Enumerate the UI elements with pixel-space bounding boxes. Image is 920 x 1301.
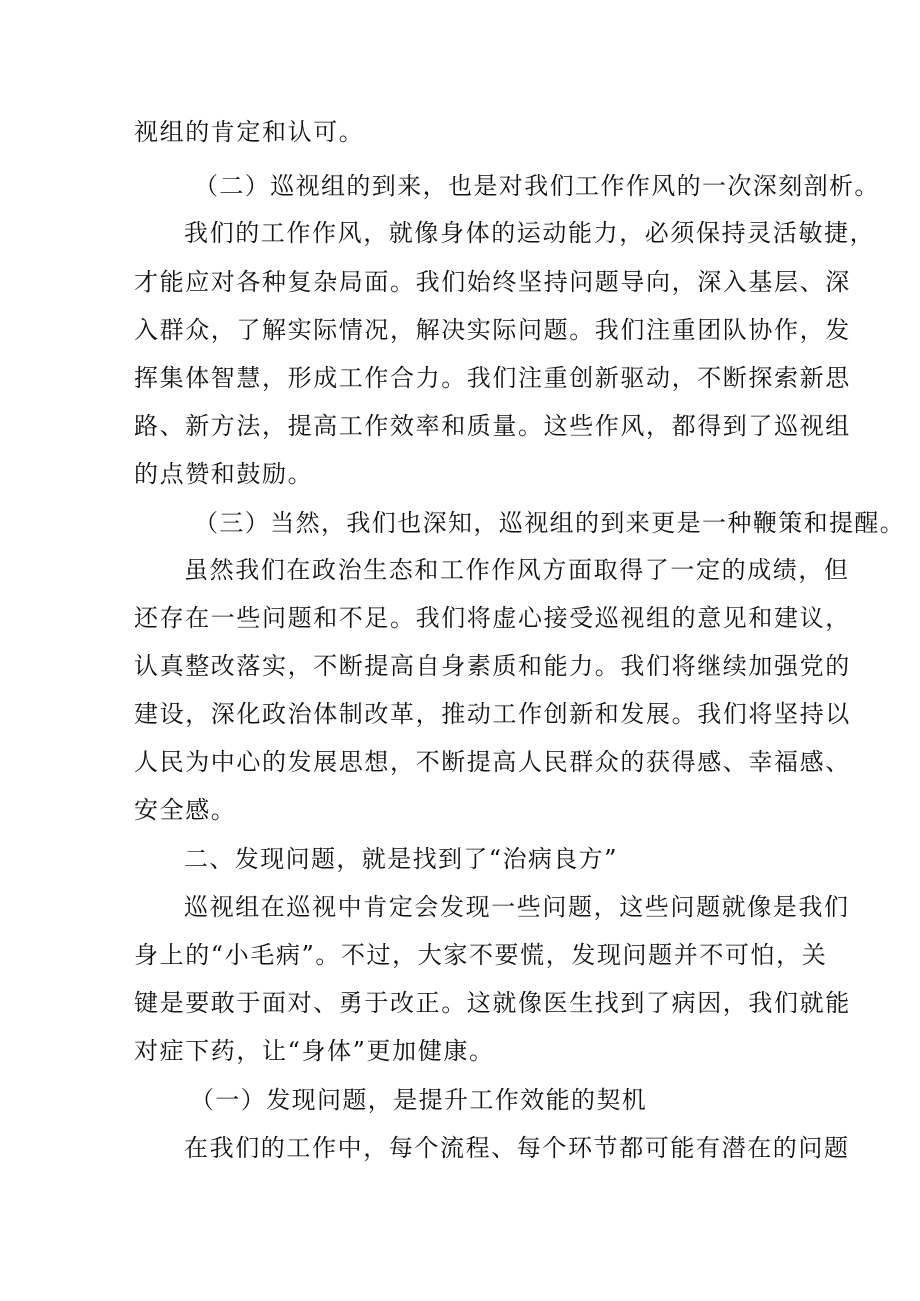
text-line: 才能应对各种复杂局面。我们始终坚持问题导向，深入基层、深 — [134, 268, 851, 296]
section-heading: （二）巡视组的到来，也是对我们工作作风的一次深刻剖析。 — [194, 172, 880, 200]
text-line: 的点赞和鼓励。 — [134, 460, 314, 488]
text-line: 入群众，了解实际情况，解决实际问题。我们注重团队协作，发 — [134, 316, 851, 344]
text-line: 安全感。 — [134, 796, 237, 824]
section-heading: （三）当然，我们也深知，巡视组的到来更是一种鞭策和提醒。 — [194, 509, 906, 537]
text-line: 视组的肯定和认可。 — [134, 118, 365, 146]
text-line: 挥集体智慧，形成工作合力。我们注重创新驱动，不断探索新思 — [134, 364, 851, 392]
text-line: 巡视组在巡视中肯定会发现一些问题，这些问题就像是我们 — [184, 893, 850, 921]
text-line: 虽然我们在政治生态和工作作风方面取得了一定的成绩，但 — [184, 556, 850, 584]
text-line: 在我们的工作中，每个流程、每个环节都可能有潜在的问题 — [184, 1134, 850, 1162]
text-line: 路、新方法，提高工作效率和质量。这些作风，都得到了巡视组 — [134, 412, 851, 440]
text-line: 对症下药，让“身体”更加健康。 — [134, 1037, 495, 1065]
text-line: 我们的工作作风，就像身体的运动能力，必须保持灵活敏捷， — [184, 219, 876, 247]
text-line: 人民为中心的发展思想，不断提高人民群众的获得感、幸福感、 — [134, 748, 851, 776]
section-heading: （一）发现问题，是提升工作效能的契机 — [190, 1086, 648, 1114]
text-line: 身上的“小毛病”。不过，大家不要慌，发现问题并不可怕，关 — [134, 941, 828, 969]
chapter-heading: 二、发现问题，就是找到了“治病良方” — [184, 845, 618, 873]
text-line: 认真整改落实，不断提高自身素质和能力。我们将继续加强党的 — [134, 652, 851, 680]
text-line: 键是要敢于面对、勇于改正。这就像医生找到了病因，我们就能 — [134, 989, 851, 1017]
text-line: 建设，深化政治体制改革，推动工作创新和发展。我们将坚持以 — [134, 700, 851, 728]
text-line: 还存在一些问题和不足。我们将虚心接受巡视组的意见和建议， — [134, 604, 851, 632]
